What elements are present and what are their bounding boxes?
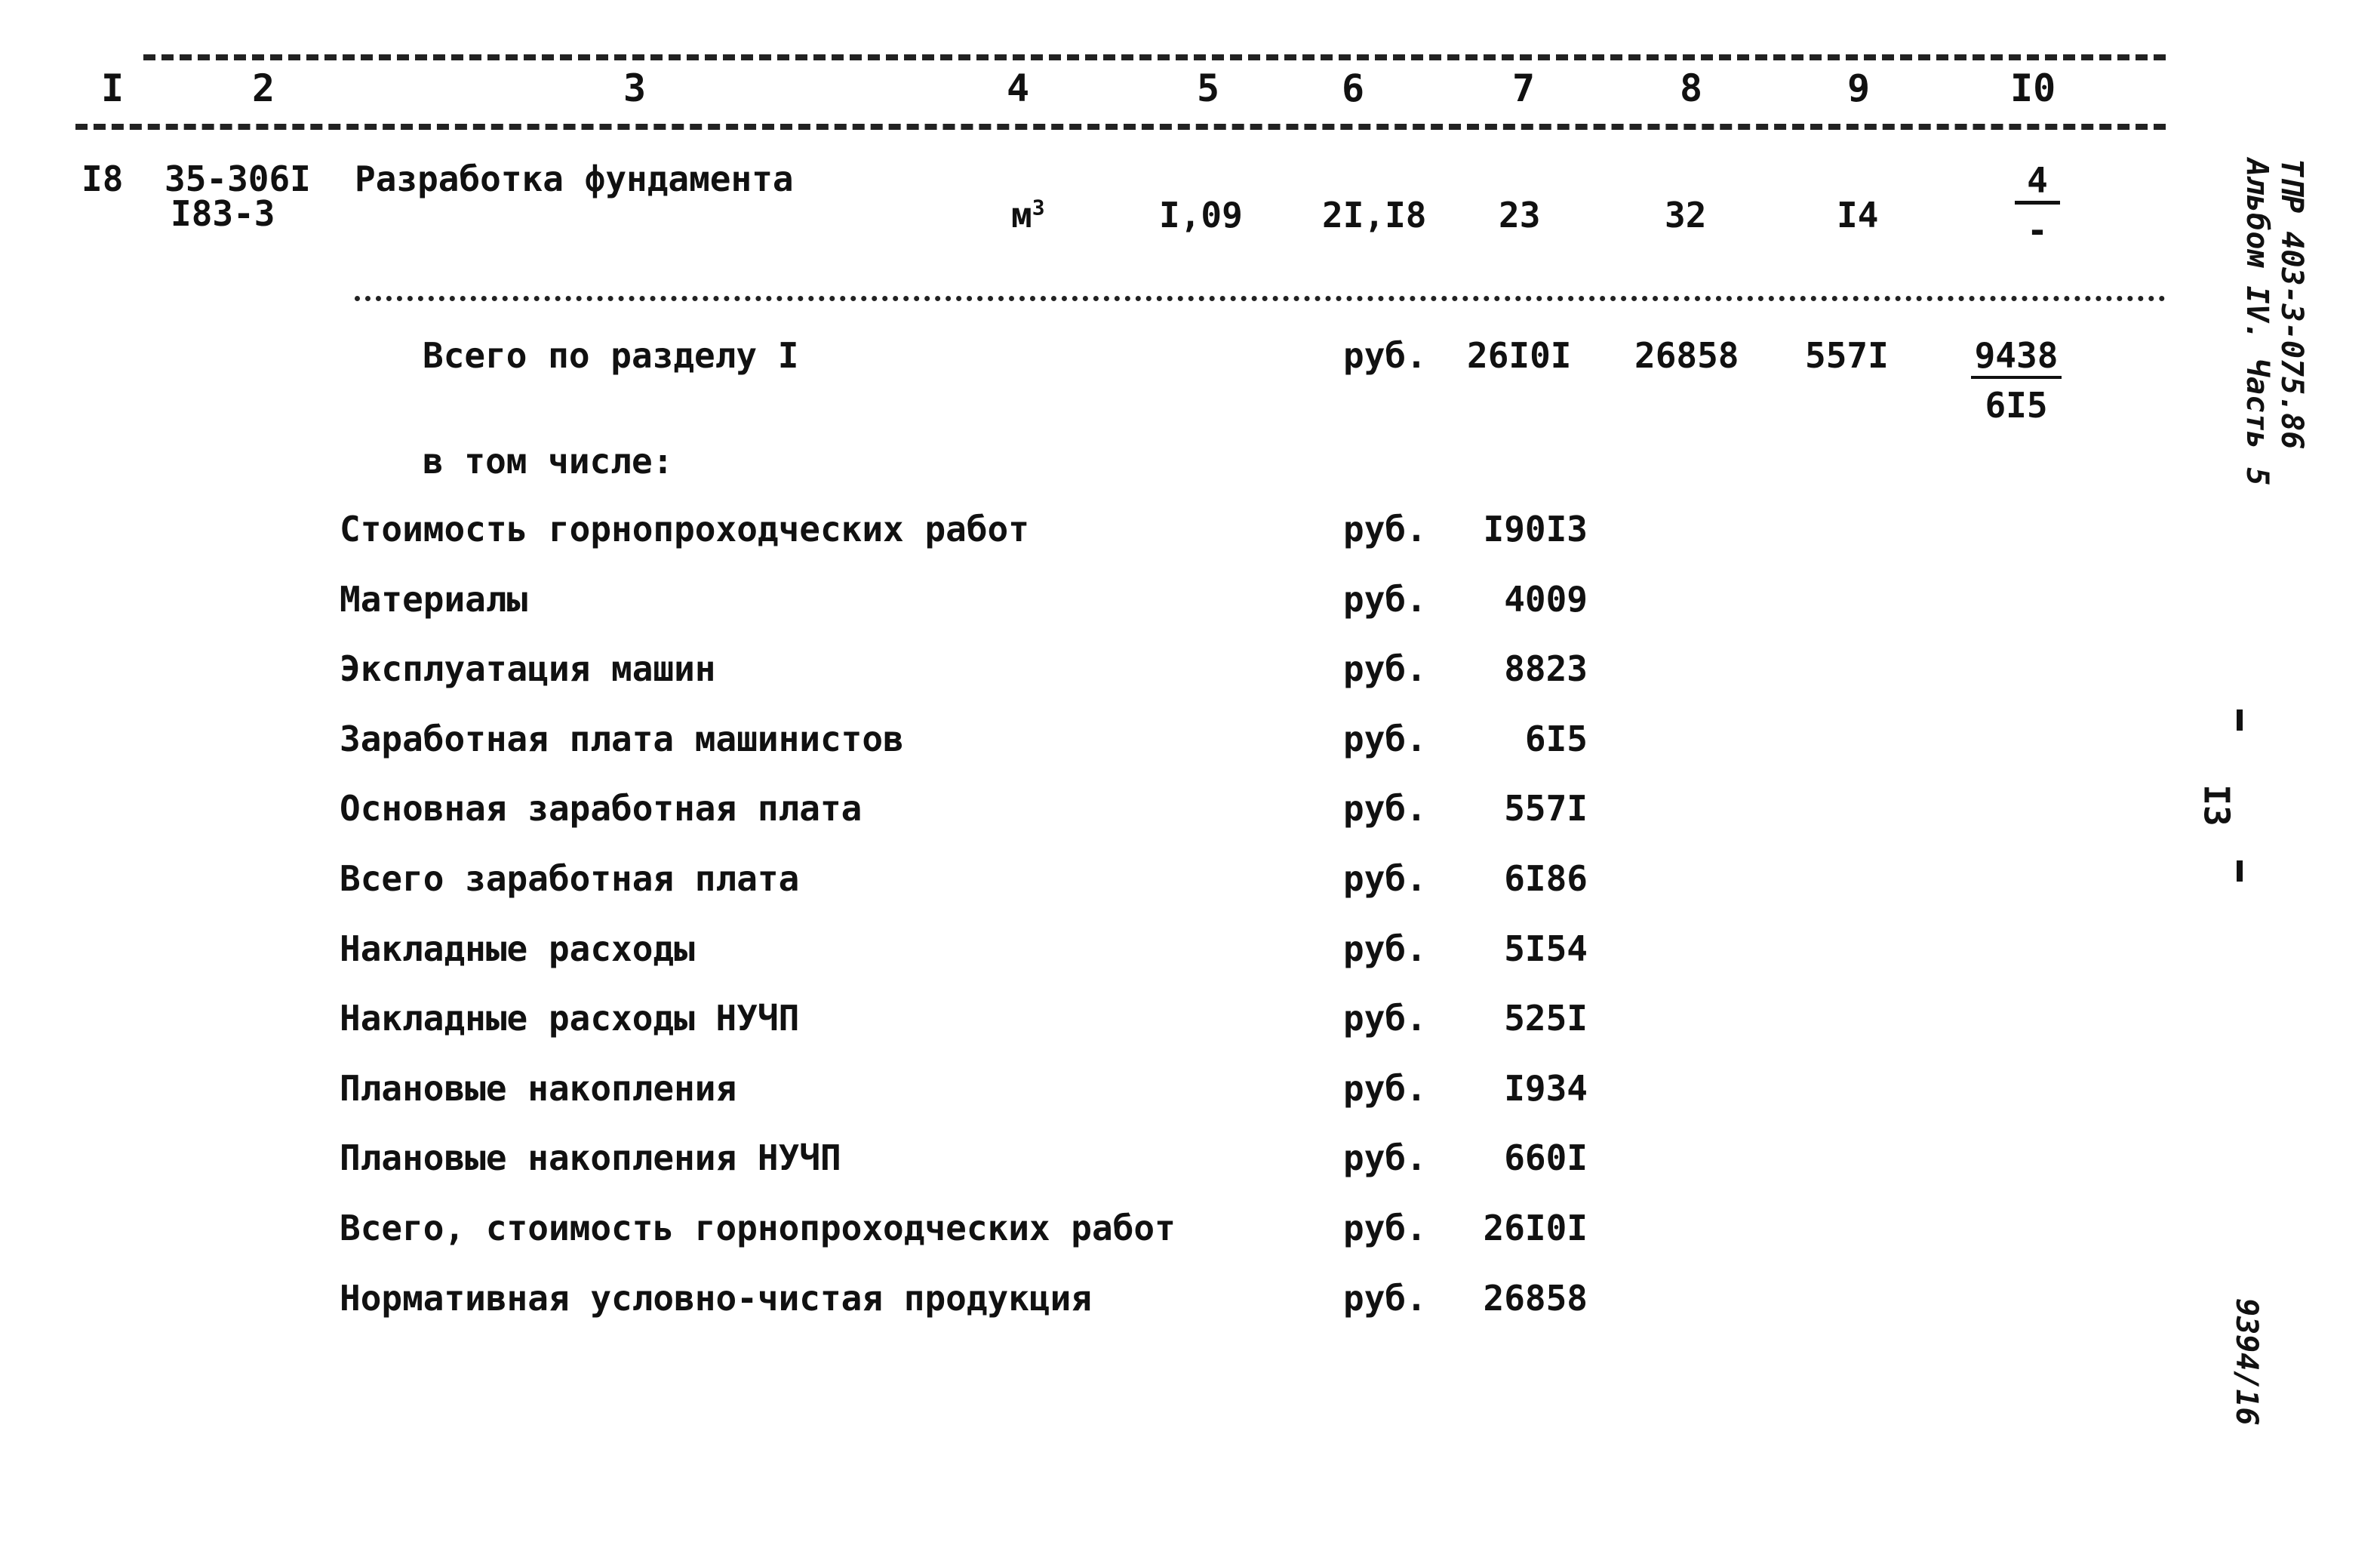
row-col10-bottom: - [2027, 210, 2048, 251]
cost-item-unit: руб. [1343, 719, 1427, 759]
cost-item-unit: руб. [1343, 1068, 1427, 1109]
including-label: в том числе: [423, 441, 674, 482]
cost-item-unit: руб. [1343, 1137, 1427, 1178]
cost-item-value: 8823 [1504, 648, 1588, 689]
column-header-4: 4 [1007, 66, 1030, 110]
cost-item-value: 6I86 [1504, 858, 1588, 899]
row-code-line2: I83-3 [171, 193, 275, 234]
column-header-8: 8 [1680, 66, 1703, 110]
total-col7: 26I0I [1467, 335, 1572, 376]
cost-item-unit: руб. [1343, 928, 1427, 969]
cost-item-label: Нормативная условно-чистая продукция [340, 1278, 1092, 1319]
row-number: I8 [81, 159, 124, 199]
row-price: 2I,I8 [1322, 195, 1427, 235]
margin-doc-ref-line2: Альбом IV. Часть 5 [2240, 159, 2274, 486]
cost-item-label: Накладные расходы НУЧП [340, 998, 800, 1039]
cost-item-unit: руб. [1343, 998, 1427, 1039]
cost-item-value: I934 [1504, 1068, 1588, 1109]
column-header-2: 2 [252, 66, 275, 110]
total-col8: 26858 [1634, 335, 1739, 376]
cost-item-label: Плановые накопления НУЧП [340, 1137, 841, 1178]
column-header-1: I [101, 66, 125, 110]
cost-item-unit: руб. [1343, 858, 1427, 899]
section-rule [355, 296, 2166, 307]
total-col10-top: 9438 [1971, 335, 2062, 379]
cost-item-label: Стоимость горнопроходческих работ [340, 509, 1029, 549]
cost-item-unit: руб. [1343, 1208, 1427, 1248]
margin-page-number [2196, 709, 2271, 906]
row-col9: I4 [1837, 195, 1879, 235]
row-col7: 23 [1499, 195, 1541, 235]
total-col10-bottom: 6I5 [1985, 385, 2048, 426]
cost-item-value: 4009 [1504, 579, 1588, 620]
cost-item-value: 557I [1504, 788, 1588, 829]
cost-item-label: Материалы [340, 579, 528, 620]
cost-item-label: Всего, стоимость горнопроходческих работ [340, 1208, 1176, 1248]
margin-doc-reference [2211, 159, 2309, 551]
cost-item-unit: руб. [1343, 509, 1427, 549]
row-name: Разработка фундамента [355, 159, 794, 199]
column-header-6: 6 [1342, 66, 1365, 110]
header-bottom-rule [75, 124, 2166, 139]
row-qty: I,09 [1159, 195, 1243, 235]
cost-item-unit: руб. [1343, 648, 1427, 689]
cost-item-value: 6I5 [1524, 719, 1588, 759]
cost-item-value: 660I [1504, 1137, 1588, 1178]
cost-item-label: Плановые накопления [340, 1068, 737, 1109]
column-header-9: 9 [1847, 66, 1871, 110]
row-unit-superscript: 3 [1032, 195, 1045, 220]
column-header-10: I0 [2010, 66, 2056, 110]
cost-item-unit: руб. [1343, 788, 1427, 829]
row-col8: 32 [1665, 195, 1707, 235]
cost-item-label: Основная заработная плата [340, 788, 863, 829]
margin-inventory-number [2229, 1298, 2264, 1464]
total-unit: руб. [1343, 335, 1427, 376]
cost-item-value: 26I0I [1483, 1208, 1588, 1248]
row-col10-top: 4 [2015, 160, 2060, 205]
cost-item-value: 525I [1504, 998, 1588, 1039]
total-col9: 557I [1805, 335, 1889, 376]
page-number: I3 [2196, 784, 2237, 826]
cost-item-value: I90I3 [1483, 509, 1588, 549]
cost-item-label: Заработная плата машинистов [340, 719, 904, 759]
cost-item-value: 5I54 [1504, 928, 1588, 969]
cost-item-value: 26858 [1483, 1278, 1588, 1319]
margin-dash-top [2237, 709, 2243, 731]
column-header-7: 7 [1512, 66, 1536, 110]
row-code-line1: 35-306I [165, 159, 311, 199]
cost-item-label: Эксплуатация машин [340, 648, 716, 689]
column-header-5: 5 [1197, 66, 1220, 110]
inventory-number: 9394/16 [2229, 1298, 2264, 1426]
row-unit-base: м [1011, 195, 1032, 235]
total-label: Всего по разделу I [423, 335, 799, 376]
margin-doc-ref-line1: ТПР 403-3-075.86 [2274, 159, 2309, 450]
cost-item-label: Всего заработная плата [340, 858, 800, 899]
column-header-3: 3 [623, 66, 647, 110]
margin-dash-bottom [2237, 860, 2243, 882]
cost-item-label: Накладные расходы [340, 928, 695, 969]
row-unit [1011, 195, 1045, 235]
cost-item-unit: руб. [1343, 579, 1427, 620]
cost-item-unit: руб. [1343, 1278, 1427, 1319]
